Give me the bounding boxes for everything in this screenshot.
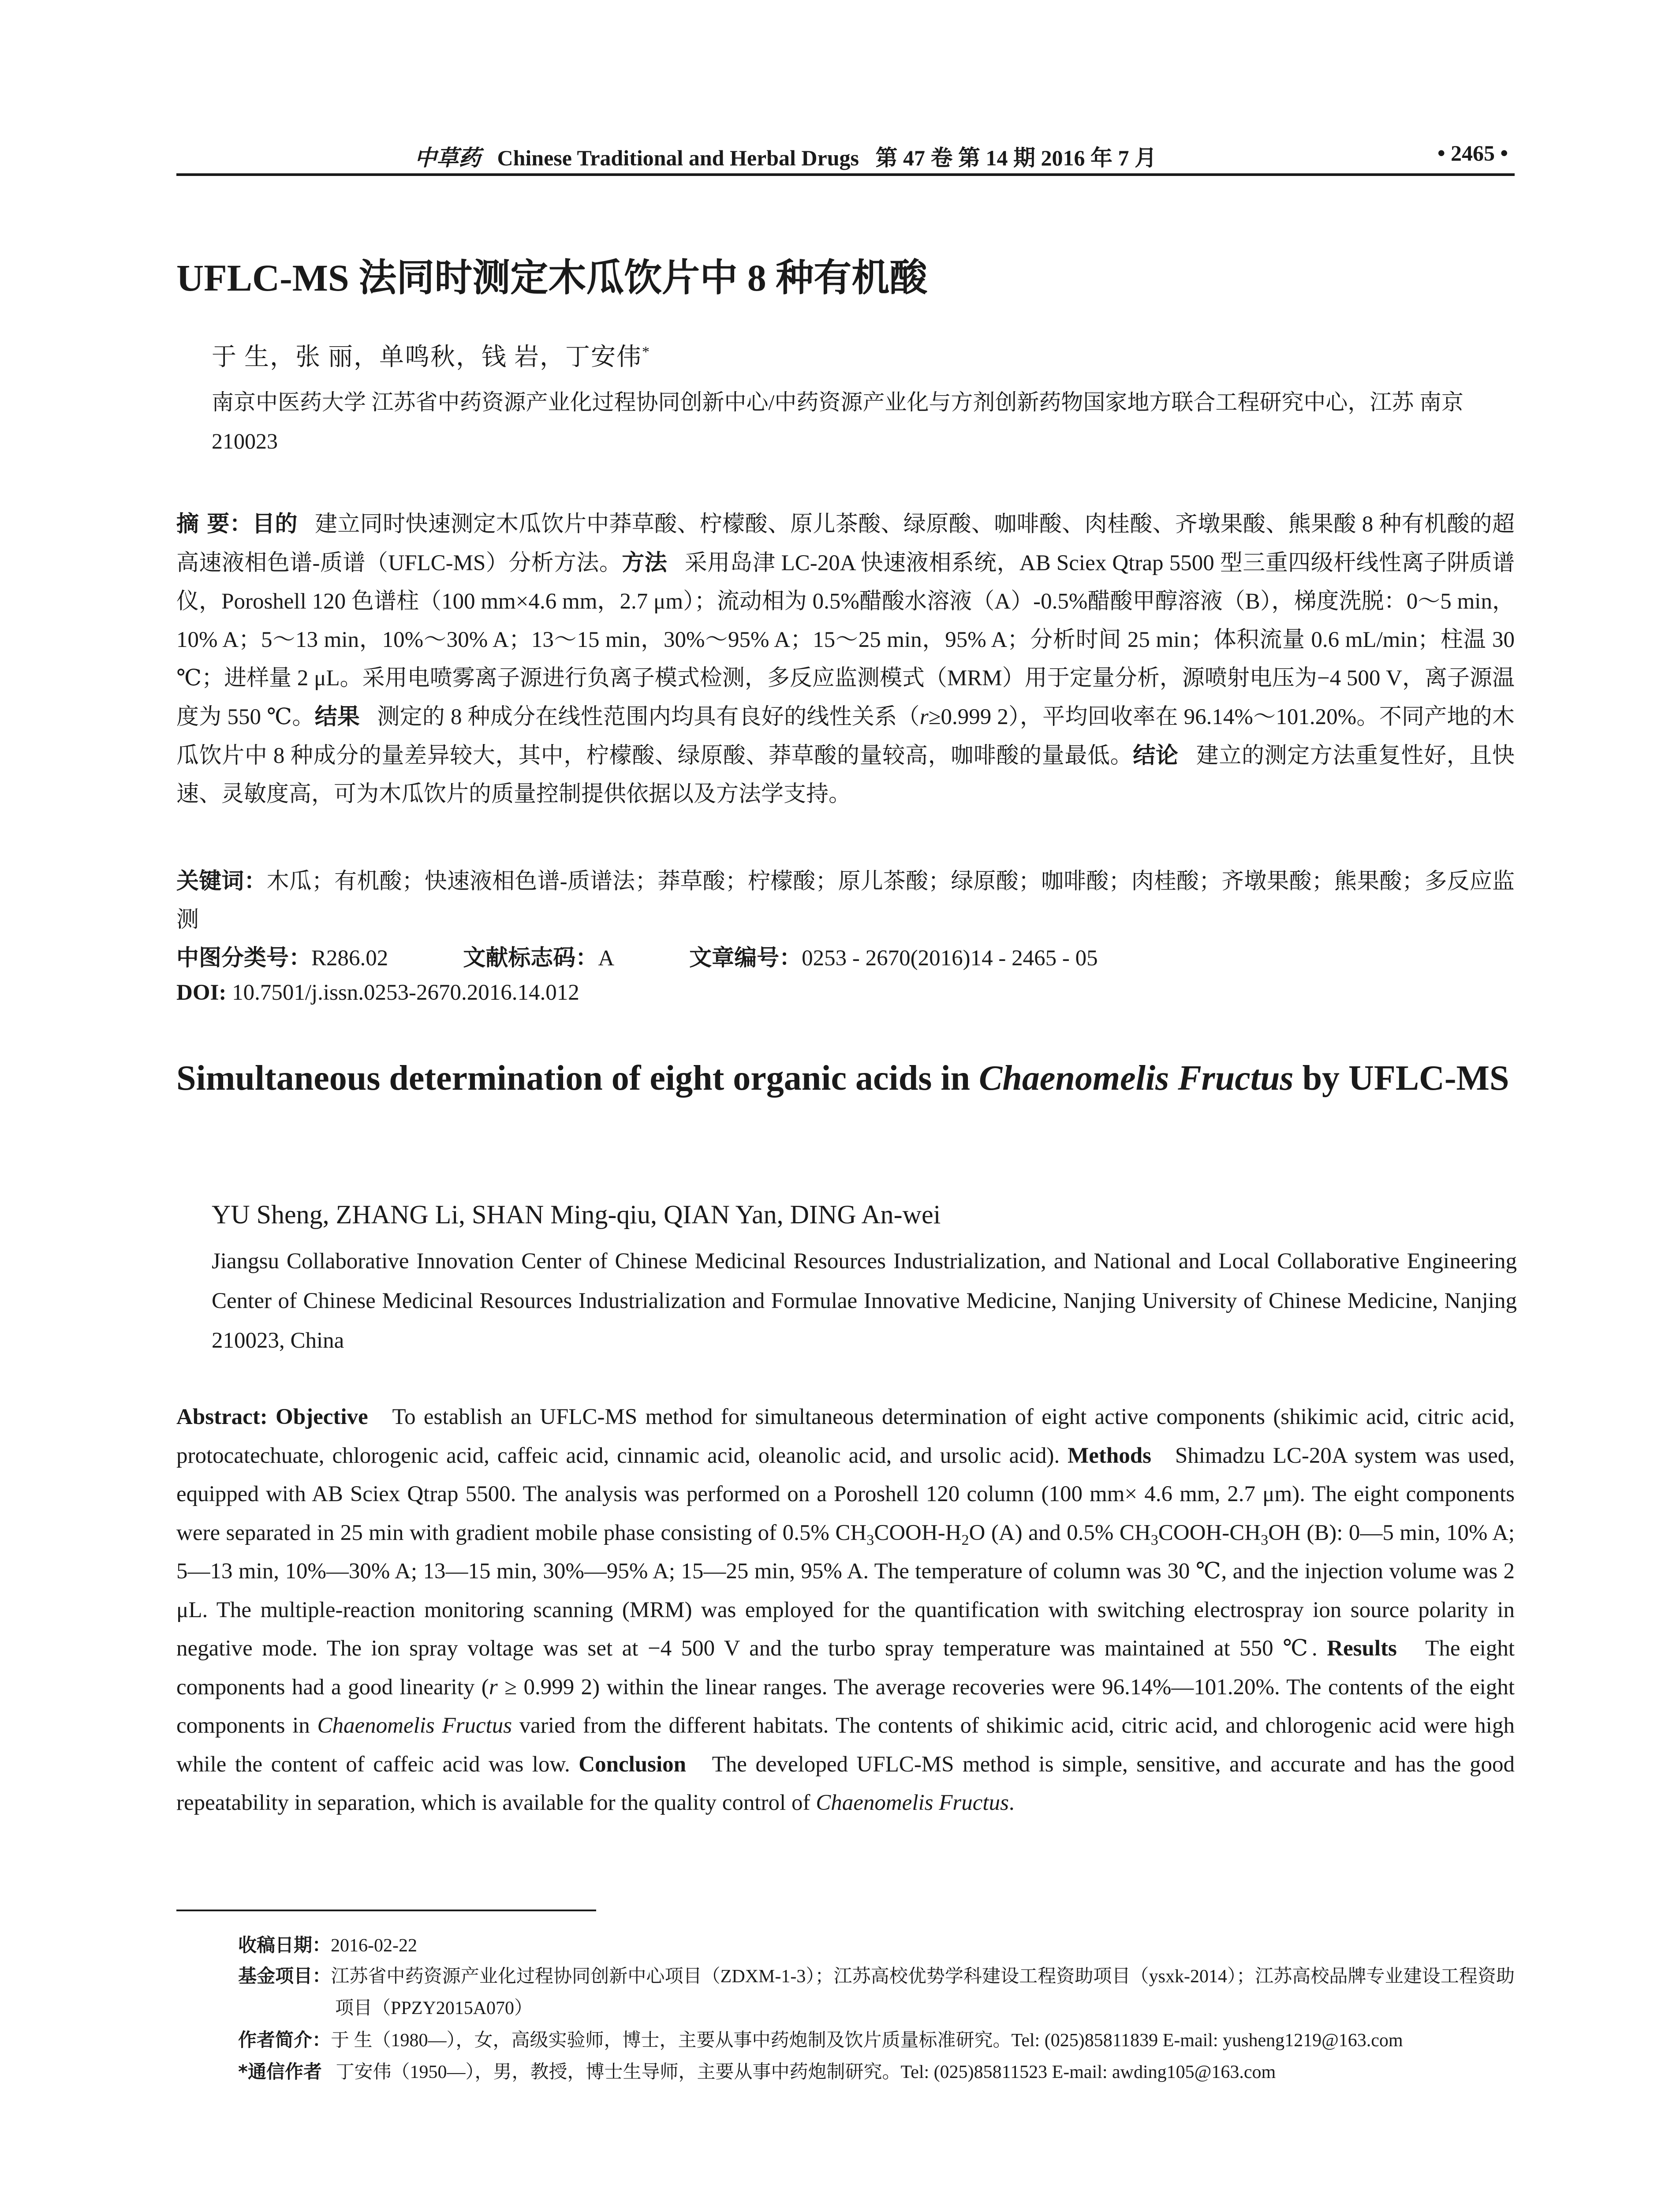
footnote-funding [238,1960,1515,2024]
corresponding-label: *通信作者 [238,2061,322,2082]
journal-name-en: Chinese Traditional and Herbal Drugs [497,146,859,170]
keywords-text: 木瓜；有机酸；快速液相色谱-质谱法；莽草酸；柠檬酸；原儿茶酸；绿原酸；咖啡酸；肉桂酸；齐墩果酸；熊果酸；多反应监测 [176,869,1515,932]
doi-value: 10.7501/j.issn.0253-2670.2016.14.012 [232,980,579,1005]
article-number-label: 文章编号： [689,945,802,971]
corresponding-text: 丁安伟（1950—），男，教授，博士生导师，主要从事中药炮制研究。Tel: (025)85811523 E-mail: awding105@163.com [336,2062,1276,2082]
doccode-value: A [598,946,615,971]
author-bio-text: 于 生（1980—），女，高级实验师，博士，主要从事中药炮制及饮片质量标准研究。Tel: (025)85811839 E-mail: yusheng1219@163.com [331,2030,1403,2051]
chinese-title: UFLC-MS 法同时测定木瓜饮片中 8 种有机酸 [176,257,928,299]
chinese-abstract [176,505,1515,814]
funding-text: 江苏省中药资源产业化过程协同创新中心项目（ZDXM-1-3）；江苏高校优势学科建设工程资助项目（ysxk-2014）；江苏高校品牌专业建设工程资助项目（PPZY2015A070） [331,1966,1515,2018]
en-methods-text-4: COOH-CH [1158,1520,1261,1545]
en-conclusion-end: . [1008,1790,1015,1815]
chinese-author-list: 于 生，张 丽，单鸣秋，钱 岩，丁安伟 [212,344,642,371]
en-results-r-symbol: r [489,1674,498,1700]
clc-label: 中图分类号： [176,945,312,971]
received-date: 2016-02-22 [331,1936,417,1956]
methods-label: 方法 [622,550,668,576]
en-abstract-objective-label: Abstract: Objective [176,1405,368,1429]
en-methods-label: Methods [1068,1443,1151,1468]
methods-text: 采用岛津 LC-20A 快速液相系统，AB Sciex Qtrap 5500 型三重四级杆线性离子阱质谱仪，Poroshell 120 色谱柱（100 mm×4.6 mm，2.7 μm）；流动相为 0.5%醋酸水溶液（A）-0.5%醋酸甲醇溶液（B），梯度洗脱：0～5 min，10% A；5～13 min，10%～30% A；13～15 min，30%～95% A；15～25 min，95% A；分析时间 25 min；体积流量 0.6 mL/min；柱温 30 ℃；进样量 2 μL。采用电喷雾离子源进行负离子模式检测，多反应监测模式（MRM）用于定量分析，源喷射电压为−4 500 V，离子源温度为 550 ℃。 [176,551,1515,729]
english-title-text: Simultaneous determination of eight organic acids in [176,1059,979,1098]
en-results-species: Chaenomelis Fructus [317,1713,512,1738]
conclusion-text: 建立的测定方法重复性好，且快速、灵敏度高，可为木瓜饮片的质量控制提供依据以及方法学支持。 [176,744,1515,807]
en-objective-text: To establish an UFLC-MS method for simultaneous determination of eight active components (shikimic acid, citric acid, protocatechuate, chlorogenic acid, caffeic acid, cinnamic acid, oleanolic acid, and ursolic acid). [176,1405,1515,1468]
objective-text: 建立同时快速测定木瓜饮片中莽草酸、柠檬酸、原儿茶酸、绿原酸、咖啡酸、肉桂酸、齐墩果酸、熊果酸 8 种有机酸的超高速液相色谱-质谱（UFLC-MS）分析方法。 [176,512,1515,576]
doi-label: DOI: [176,980,227,1005]
doi-line [176,980,579,1005]
english-abstract [176,1398,1515,1823]
footnote-author-bio [238,2024,1515,2056]
results-text: 测定的 8 种成分在线性范围内均具有良好的线性关系（ [377,705,920,729]
en-results-text: The eight components had a good linearity ( [176,1636,1515,1700]
english-authors: YU Sheng, ZHANG Li, SHAN Ming-qiu, QIAN Yan, DING An-wei [212,1200,941,1229]
clc-value: R286.02 [311,946,388,971]
funding-label: 基金项目： [238,1965,331,1987]
en-results-label: Results [1327,1636,1397,1661]
en-methods-text-2: COOH-H [874,1520,962,1545]
abstract-label: 摘 要： [176,511,253,537]
journal-name-cn: 中草药 [414,145,481,171]
footnote-divider [176,1910,596,1911]
en-methods-text: Shimadzu LC-20A system was used, equipped with AB Sciex Qtrap 5500. The analysis was performed on a Poroshell 120 column (100 mm× 4.6 mm, 2.7 μm). The eight components were separated in 25 min with gradient mobile phase consisting of 0.5% CH [176,1443,1515,1545]
en-methods-text-3: O (A) and 0.5% CH [969,1520,1151,1545]
results-text-2: ≥0.999 2），平均回收率在 96.14%～101.20%。不同产地的木瓜饮片中 8 种成分的量差异较大，其中，柠檬酸、绿原酸、莽草酸的量较高，咖啡酸的量最低。 [176,705,1515,768]
journal-issue: 第 47 卷 第 14 期 2016 年 7 月 [875,146,1157,170]
chinese-authors [212,337,650,373]
subscript: 3 [866,1532,874,1548]
en-results-text-3: varied from the different habitats. The contents of shikimic acid, citric acid, and chlorogenic acid were high while the content of caffeic acid was low. [176,1713,1515,1777]
english-title [176,1054,1515,1102]
subscript: 2 [961,1532,969,1548]
subscript: 3 [1150,1532,1158,1548]
header-divider [176,173,1515,176]
article-number-value: 0253 - 2670(2016)14 - 2465 - 05 [802,946,1098,971]
results-label: 结果 [314,704,360,730]
english-title-species: Chaenomelis Fructus [979,1059,1294,1098]
doccode-label: 文献标志码： [463,945,598,971]
en-methods-text-5: OH (B): 0—5 min, 10% A; 5—13 min, 10%—30% A; 13—15 min, 30%—95% A; 15—25 min, 95% A. The temperature of column was 30 ℃, and the injection volume was 2 μL. The multiple-reaction monitoring scanning (MRM) was employed for the quantification with switching electrospray ion source polarity in negative mode. The ion spray voltage was set at −4 500 V and the turbo spray temperature was maintained at 550 ℃. [176,1520,1515,1661]
en-conclusion-label: Conclusion [579,1752,687,1777]
corresponding-mark: * [642,344,650,360]
running-header [414,140,1157,172]
author-bio-label: 作者简介： [238,2029,331,2051]
keywords-label: 关键词： [176,868,267,894]
objective-label: 目的 [252,511,298,537]
chinese-affiliation: 南京中医药大学 江苏省中药资源产业化过程协同创新中心/中药资源产业化与方剂创新药物国家地方联合工程研究中心，江苏 南京 210023 [212,390,1463,453]
received-label: 收稿日期： [238,1934,331,1956]
footnote-received [238,1929,1515,1962]
classification-line [176,939,1515,972]
conclusion-label: 结论 [1133,743,1179,769]
en-results-text-2: ≥ 0.999 2) within the linear ranges. The average recoveries were 96.14%—101.20%. The contents of the eight components in [176,1674,1515,1738]
page-number: • 2465 • [1437,141,1508,165]
en-conclusion-species: Chaenomelis Fructus [816,1790,1009,1815]
english-affiliation: Jiangsu Collaborative Innovation Center of Chinese Medicinal Resources Industrialization, and National and Local Collaborative Engineering Center of Chinese Medicinal Resources Industrialization and Formulae Innovative Medicine, Nanjing University of Chinese Medicine, Nanjing 210023, China [212,1249,1517,1353]
subscript: 3 [1261,1532,1269,1548]
chinese-keywords [176,862,1515,939]
footnote-corresponding [238,2056,1515,2088]
english-title-text-2: by UFLC-MS [1293,1059,1509,1098]
results-r-symbol: r [919,705,929,729]
en-conclusion-text: The developed UFLC-MS method is simple, sensitive, and accurate and has the good repeatability in separation, which is available for the quality control of [176,1752,1515,1815]
